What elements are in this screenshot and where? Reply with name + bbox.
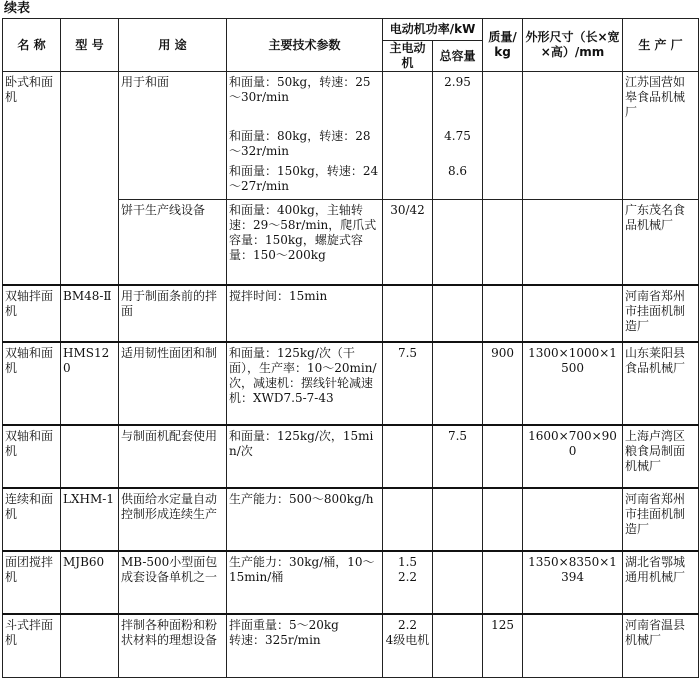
cell-power-main: 30/42 — [383, 200, 433, 285]
table-row — [3, 285, 699, 342]
cell-params: 搅拌时间：15min — [227, 285, 383, 342]
header-params: 主要技术参数 — [227, 19, 383, 72]
header-name: 名 称 — [3, 19, 61, 72]
cell-mass — [483, 488, 523, 551]
cell-power-total — [433, 342, 483, 425]
cell-name: 面团搅拌机 — [3, 551, 61, 614]
table-row — [3, 488, 699, 551]
cell-mass — [483, 72, 523, 200]
cell-power-total — [433, 200, 483, 285]
cell-name: 双轴和面机 — [3, 342, 61, 425]
cell-model: BM48-Ⅱ — [61, 285, 119, 342]
cell-mass: 900 — [483, 342, 523, 425]
cell-power-main — [383, 425, 433, 488]
header-power: 电动机功率/kW — [383, 19, 483, 41]
cell-power-main — [383, 161, 433, 200]
header-model: 型 号 — [61, 19, 119, 72]
cell-params: 和面量：125kg/次（干面），生产率：10～20min/次，减速机：摆线针轮减速机：XWD7.5-7-43 — [227, 342, 383, 425]
table-row — [3, 72, 699, 127]
cell-maker: 山东莱阳县食品机械厂 — [623, 342, 699, 425]
cell-dims: 1350×8350×1394 — [523, 551, 623, 614]
cell-power-total: 4.75 — [433, 126, 483, 161]
cell-maker: 河南省郑州市挂面机制造厂 — [623, 285, 699, 342]
table-row — [3, 425, 699, 488]
cell-params: 和面量：50kg，转速：25～30r/min — [227, 72, 383, 127]
cell-usage: 用于和面 — [119, 72, 227, 200]
cell-model — [61, 425, 119, 488]
cell-params: 和面量：400kg，主轴转速：29～58r/min，爬爪式容量：150kg，螺旋式容量：150～200kg — [227, 200, 383, 285]
cell-params: 和面量：125kg/次，15min/次 — [227, 425, 383, 488]
header-dims: 外形尺寸（长×宽×高）/mm — [523, 19, 623, 72]
cell-model: LXHM-1 — [61, 488, 119, 551]
cell-power-main: 1.5 2.2 — [383, 551, 433, 614]
cell-params: 和面量：150kg，转速：24～27r/min — [227, 161, 383, 200]
cell-mass: 125 — [483, 614, 523, 677]
cell-name: 连续和面机 — [3, 488, 61, 551]
cell-power-main — [383, 488, 433, 551]
cell-dims: 1300×1000×1500 — [523, 342, 623, 425]
cell-power-main — [383, 126, 433, 161]
cell-power-main — [383, 72, 433, 127]
cell-name: 双轴拌面机 — [3, 285, 61, 342]
header-usage: 用 途 — [119, 19, 227, 72]
spec-table — [2, 18, 699, 678]
cell-model — [61, 72, 119, 285]
cell-mass — [483, 285, 523, 342]
cell-dims — [523, 285, 623, 342]
table-row — [3, 614, 699, 677]
cell-model: MJB60 — [61, 551, 119, 614]
cell-usage: 饼干生产线设备 — [119, 200, 227, 285]
cell-mass — [483, 425, 523, 488]
cell-power-total: 7.5 — [433, 425, 483, 488]
cell-maker: 江苏国营如皋食品机械厂 — [623, 72, 699, 200]
table-row — [3, 551, 699, 614]
cell-usage: 与制面机配套使用 — [119, 425, 227, 488]
cell-params: 生产能力：500～800kg/h — [227, 488, 383, 551]
cell-usage: MB-500小型面包成套设备单机之一 — [119, 551, 227, 614]
header-power-total: 总容量 — [433, 41, 483, 72]
header-mass: 质量/kg — [483, 19, 523, 72]
cell-usage: 供面给水定量自动控制形成连续生产 — [119, 488, 227, 551]
cell-maker: 上海卢湾区粮食局制面机械厂 — [623, 425, 699, 488]
cell-power-main: 7.5 — [383, 342, 433, 425]
cell-maker: 河南省郑州市挂面机制造厂 — [623, 488, 699, 551]
cell-dims — [523, 614, 623, 677]
table-caption: 续表 — [4, 1, 31, 16]
cell-name: 斗式拌面机 — [3, 614, 61, 677]
cell-model — [61, 614, 119, 677]
cell-dims — [523, 488, 623, 551]
cell-params: 和面量：80kg，转速：28～32r/min — [227, 126, 383, 161]
header-maker: 生 产 厂 — [623, 19, 699, 72]
cell-power-main: 2.2 4级电机 — [383, 614, 433, 677]
cell-model: HMS120 — [61, 342, 119, 425]
cell-power-total — [433, 614, 483, 677]
header-power-main: 主电动机 — [383, 41, 433, 72]
cell-dims — [523, 72, 623, 200]
cell-params: 拌面重量：5～20kg 转速：325r/min — [227, 614, 383, 677]
cell-power-total: 2.95 — [433, 72, 483, 127]
cell-power-total — [433, 551, 483, 614]
cell-dims — [523, 200, 623, 285]
cell-power-total — [433, 285, 483, 342]
cell-maker: 广东茂名食品机械厂 — [623, 200, 699, 285]
cell-dims: 1600×700×900 — [523, 425, 623, 488]
cell-power-main — [383, 285, 433, 342]
cell-power-total: 8.6 — [433, 161, 483, 200]
table-row — [3, 342, 699, 425]
cell-maker: 湖北省鄂城通用机械厂 — [623, 551, 699, 614]
cell-usage: 用于制面条前的拌面 — [119, 285, 227, 342]
cell-name: 卧式和面机 — [3, 72, 61, 285]
cell-mass — [483, 551, 523, 614]
cell-usage: 拌制各种面粉和粉状材料的理想设备 — [119, 614, 227, 677]
cell-usage: 适用韧性面团和制 — [119, 342, 227, 425]
cell-name: 双轴和面机 — [3, 425, 61, 488]
cell-params: 生产能力：30kg/桶，10～15min/桶 — [227, 551, 383, 614]
cell-power-total — [433, 488, 483, 551]
cell-mass — [483, 200, 523, 285]
cell-maker: 河南省温县机械厂 — [623, 614, 699, 677]
